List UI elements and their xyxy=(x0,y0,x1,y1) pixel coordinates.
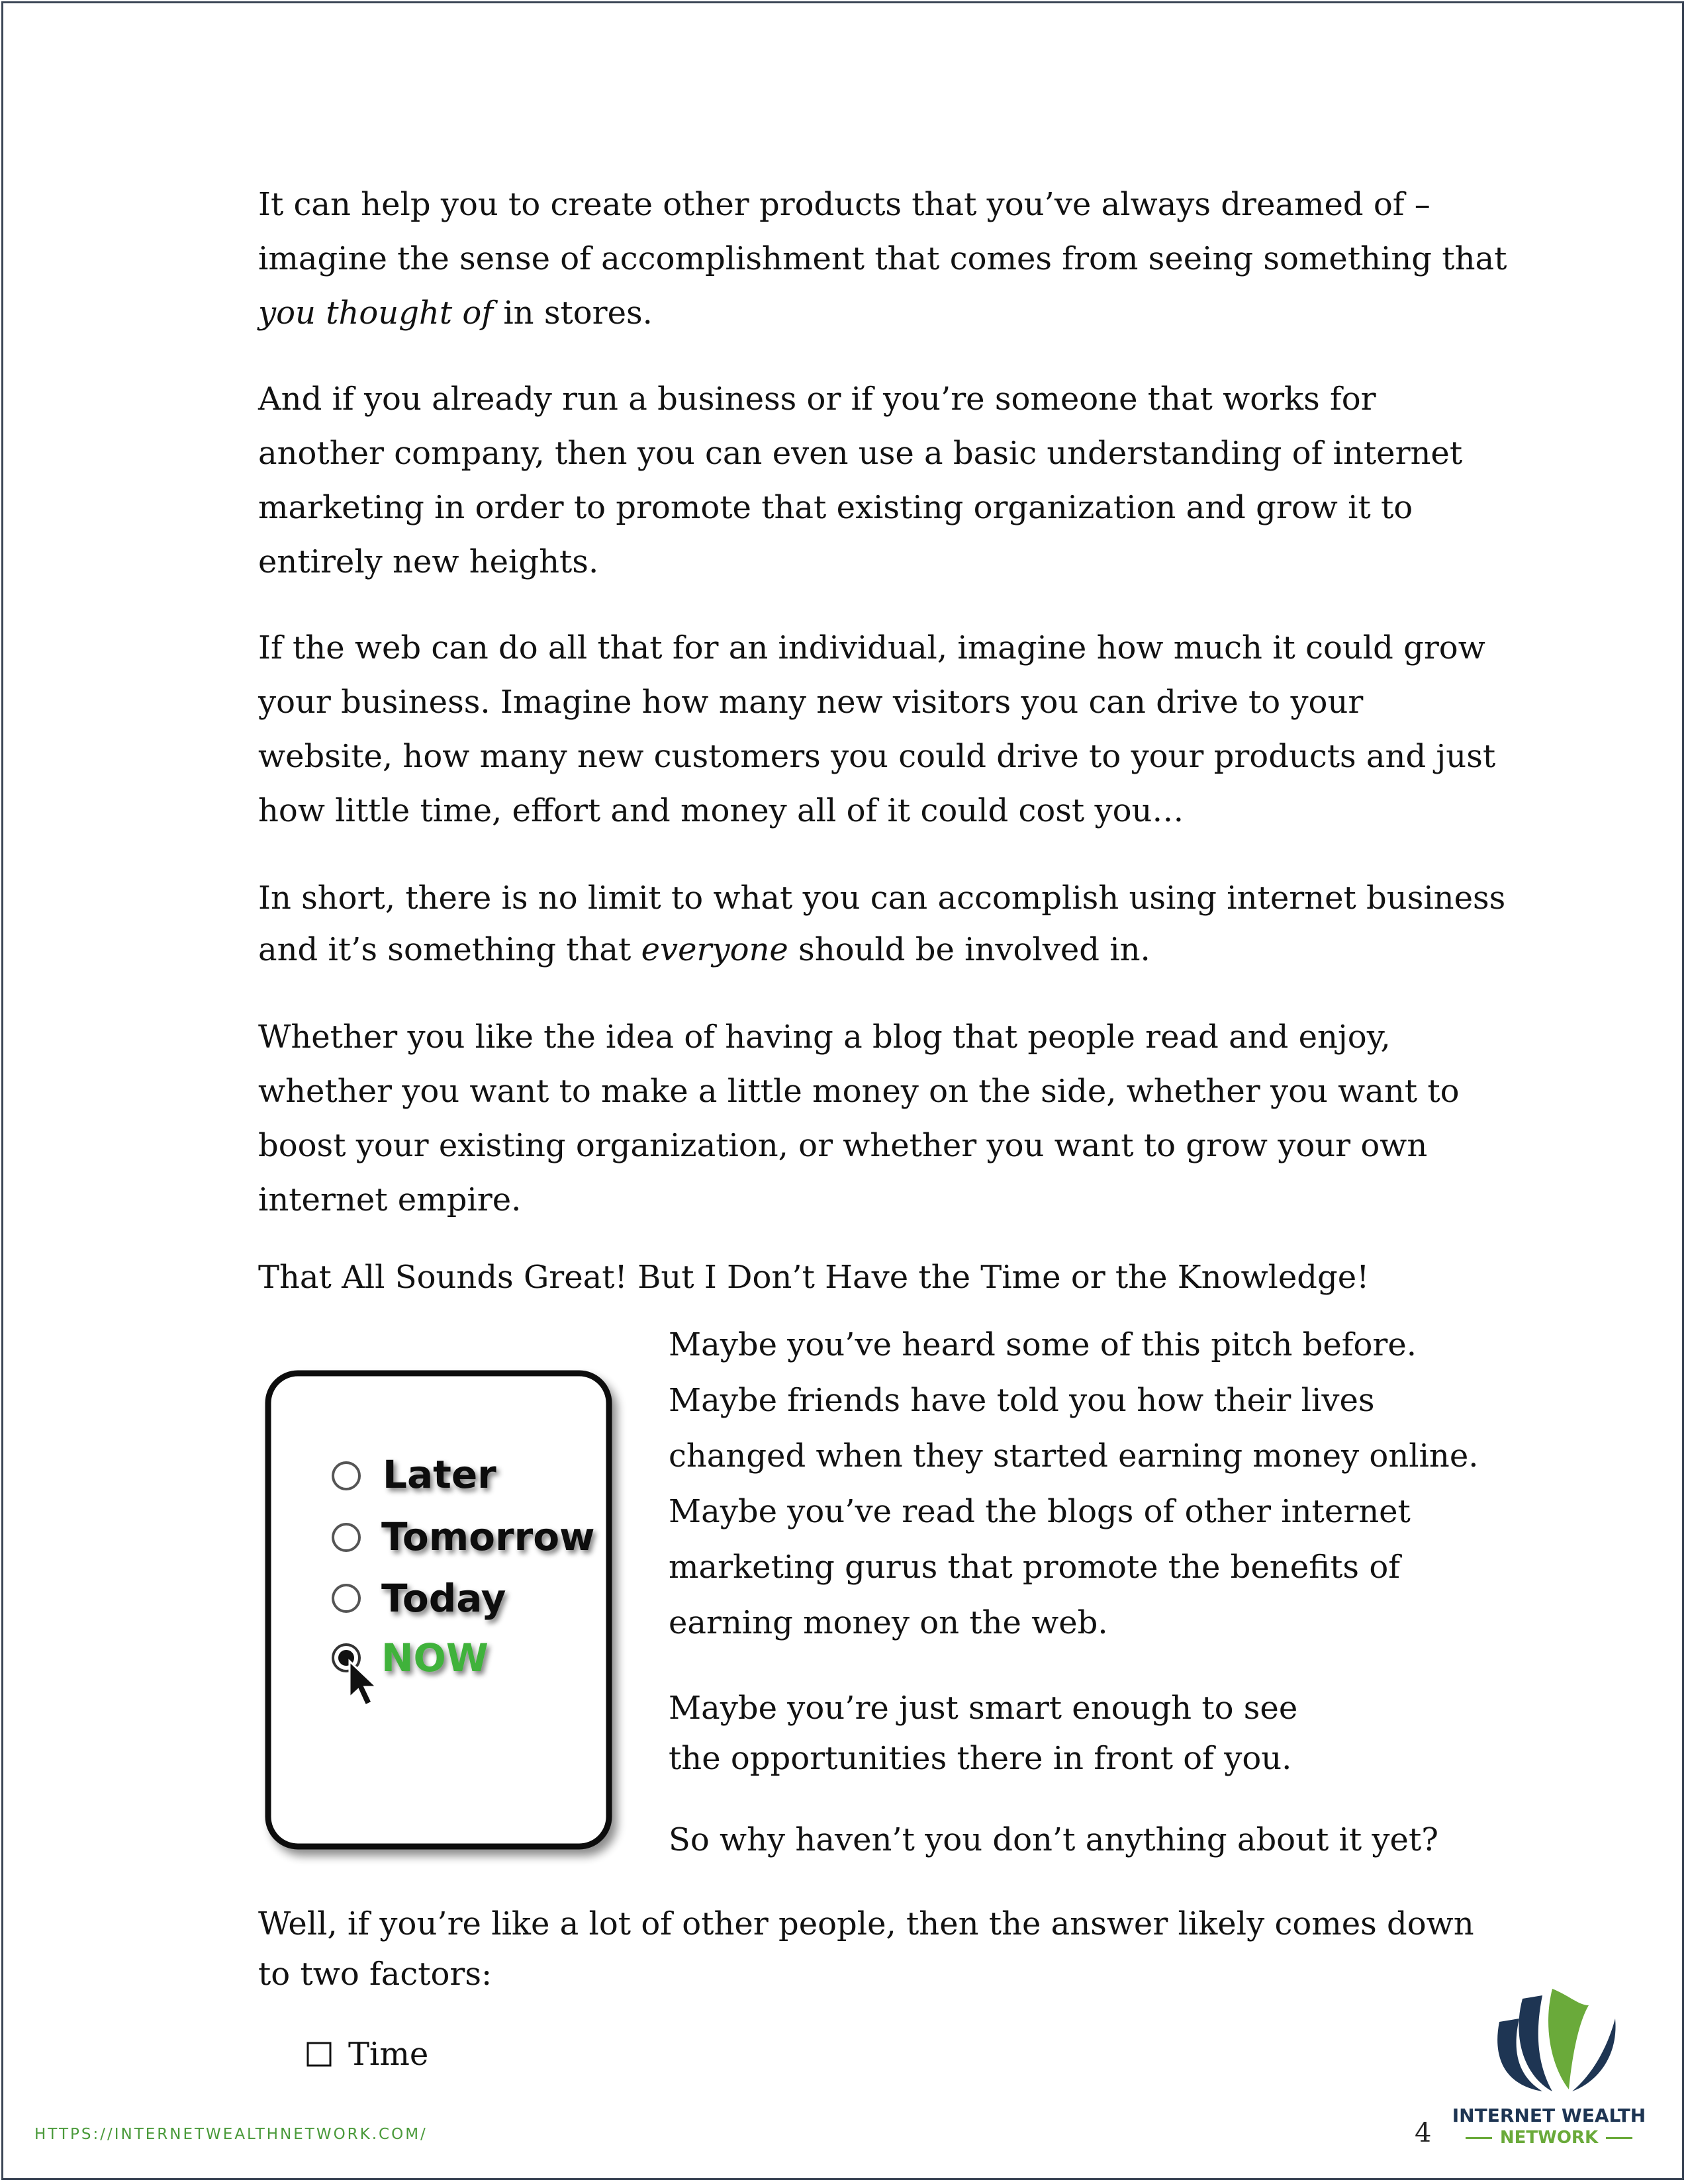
right-column-block-3: So why haven’t you don’t anything about it yet? xyxy=(669,1821,1438,1858)
text-line: And if you already run a business or if you’re someone that works for xyxy=(258,381,1376,418)
option-label: Today xyxy=(381,1576,506,1621)
checklist-item-time xyxy=(306,2027,428,2084)
footer-url-link[interactable]: HTTPS://INTERNETWEALTHNETWORK.COM/ xyxy=(34,2126,428,2143)
text-span: and it’s something that xyxy=(258,931,641,968)
text-line xyxy=(258,286,1507,340)
text-line: entirely new heights. xyxy=(258,543,599,580)
option-label-selected: NOW xyxy=(381,1635,489,1680)
logo-rule-right xyxy=(1606,2137,1632,2139)
text-line: imagine the sense of accomplishment that comes from seeing something that xyxy=(258,240,1507,277)
text-span: should be involved in. xyxy=(788,931,1150,968)
brand-logo xyxy=(1436,1969,1662,2154)
text-line: website, how many new customers you could drive to your products and just xyxy=(258,738,1496,775)
text-line xyxy=(258,924,1505,976)
text-line: your business. Imagine how many new visitors you can drive to your xyxy=(258,684,1364,721)
text-line: Maybe friends have told you how their lives xyxy=(669,1382,1375,1419)
paragraph-1 xyxy=(258,177,1507,340)
paragraph-3 xyxy=(258,621,1495,838)
text-line: changed when they started earning money online. xyxy=(669,1437,1479,1475)
logo-mark-icon xyxy=(1436,1969,1662,2101)
text-line: marketing gurus that promote the benefits of xyxy=(669,1549,1400,1586)
paragraph-4 xyxy=(258,872,1505,976)
option-label: Tomorrow xyxy=(381,1514,595,1559)
text-line: whether you want to make a little money on the side, whether you want to xyxy=(258,1073,1460,1110)
radio-icon xyxy=(333,1463,359,1489)
text-line: In short, there is no limit to what you can accomplish using internet business xyxy=(258,880,1506,917)
text-line: marketing in order to promote that existing organization and grow it to xyxy=(258,489,1413,526)
logo-text-network: NETWORK xyxy=(1499,2128,1599,2148)
emphasis-text: everyone xyxy=(641,931,788,968)
text-line: to two factors: xyxy=(258,1956,492,1993)
text-span: in stores. xyxy=(493,295,653,332)
emphasis-text: you thought of xyxy=(258,295,494,332)
right-column-block-1 xyxy=(669,1317,1479,1651)
choice-illustration xyxy=(252,1360,649,1883)
paragraph-2 xyxy=(258,372,1462,589)
text-line: Maybe you’ve heard some of this pitch before. xyxy=(669,1326,1417,1363)
checkbox-icon xyxy=(306,2030,332,2084)
text-line: If the web can do all that for an individual, imagine how much it could grow xyxy=(258,629,1485,666)
text-line: internet empire. xyxy=(258,1181,522,1218)
paragraph-5 xyxy=(258,1010,1460,1227)
paragraph-6 xyxy=(258,1899,1474,1999)
text-line: It can help you to create other products that you’ve always dreamed of – xyxy=(258,186,1430,223)
text-line: how little time, effort and money all of it could cost you… xyxy=(258,792,1184,829)
text-line: another company, then you can even use a basic understanding of internet xyxy=(258,435,1463,472)
text-line: the opportunities there in front of you. xyxy=(669,1740,1292,1777)
right-column-block-2 xyxy=(669,1683,1297,1784)
radio-icon xyxy=(333,1524,359,1551)
checklist-label: Time xyxy=(348,2036,429,2073)
logo-text-primary: INTERNET WEALTH xyxy=(1452,2105,1646,2126)
radio-icon xyxy=(333,1585,359,1612)
text-line: boost your existing organization, or whether you want to grow your own xyxy=(258,1127,1428,1164)
section-heading: That All Sounds Great! But I Don’t Have the Time or the Knowledge! xyxy=(258,1259,1370,1296)
text-line: Maybe you’re just smart enough to see xyxy=(669,1690,1298,1727)
logo-rule-left xyxy=(1466,2137,1492,2139)
text-line: earning money on the web. xyxy=(669,1604,1108,1641)
text-line: Maybe you’ve read the blogs of other internet xyxy=(669,1493,1411,1530)
logo-text-secondary xyxy=(1436,2128,1662,2148)
text-line: Whether you like the idea of having a blog that people read and enjoy, xyxy=(258,1019,1391,1056)
choice-illustration-svg xyxy=(252,1360,649,1883)
option-label: Later xyxy=(383,1452,496,1497)
text-line: Well, if you’re like a lot of other people, then the answer likely comes down xyxy=(258,1905,1474,1942)
page-number: 4 xyxy=(1415,2118,1432,2148)
